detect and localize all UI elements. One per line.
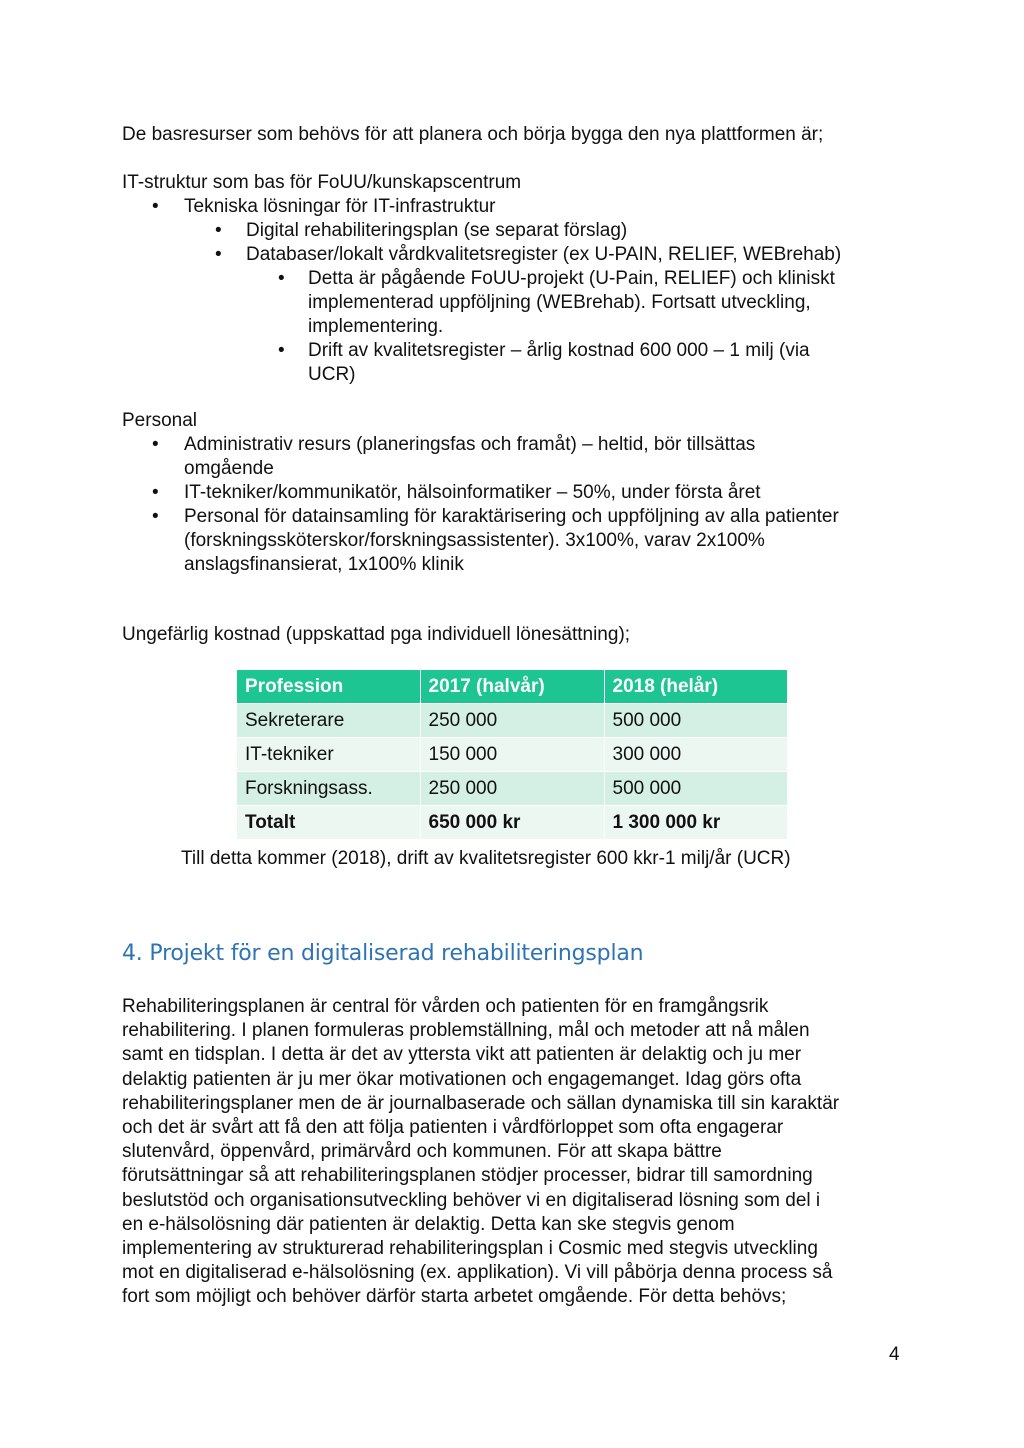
table-header-cell: Profession xyxy=(237,670,420,704)
it-bullet-l3a-line-2: implementerad uppföljning (WEBrehab). Fortsatt utveckling, xyxy=(308,292,811,313)
bullet-icon: • xyxy=(215,244,222,265)
personal-bullet-3-line-2: (forskningssköterskor/forskningsassistenter). 3x100%, varav 2x100% xyxy=(184,530,765,551)
paragraph-line: och det är svårt att få den att följa patienten i vårdförloppet som ofta engagerar xyxy=(122,1117,784,1139)
it-bullet-l3a-line-1: Detta är pågående FoUU-projekt (U-Pain, RELIEF) och kliniskt xyxy=(308,268,835,289)
table-row xyxy=(237,772,787,806)
bullet-icon: • xyxy=(152,196,159,217)
it-section-title: IT-struktur som bas för FoUU/kunskapscentrum xyxy=(122,172,522,193)
bullet-icon: • xyxy=(152,434,159,455)
personal-bullet-1-line-2: omgående xyxy=(184,458,274,479)
paragraph-line: fort som möjligt och behöver därför starta arbetet omgående. För detta behövs; xyxy=(122,1286,787,1308)
personal-bullet-1-line-1: Administrativ resurs (planeringsfas och framåt) – heltid, bör tillsättas xyxy=(184,434,756,455)
table-cell: 500 000 xyxy=(604,772,787,806)
it-bullet-l2a: Digital rehabiliteringsplan (se separat förslag) xyxy=(246,220,628,241)
paragraph-line: rehabilitering. I planen formuleras problemställning, mål och metoder att nå målen xyxy=(122,1020,810,1042)
table-header-cell: 2018 (helår) xyxy=(604,670,787,704)
paragraph-line: rehabiliteringsplaner men de är journalbaserade och sällan dynamiska till sin karaktär xyxy=(122,1092,840,1114)
intro-text: De basresurser som behövs för att planera och börja bygga den nya plattformen är; xyxy=(122,124,824,145)
table-cell: 250 000 xyxy=(420,704,604,738)
table-cell: 1 300 000 kr xyxy=(604,806,787,840)
bullet-icon: • xyxy=(215,220,222,241)
section-paragraph xyxy=(122,995,912,1310)
paragraph-line: mot en digitaliserad e-hälsolösning (ex. applikation). Vi vill påbörja denna process så xyxy=(122,1262,833,1284)
bullet-icon: • xyxy=(278,340,285,361)
table-cell: 250 000 xyxy=(420,772,604,806)
paragraph-line: förutsättningar så att rehabiliteringsplanen stödjer processer, bidrar till samordning xyxy=(122,1165,813,1187)
table-cell: Totalt xyxy=(237,806,420,840)
it-bullet-l2b: Databaser/lokalt vårdkvalitetsregister (ex U-PAIN, RELIEF, WEBrehab) xyxy=(246,244,842,265)
bullet-icon: • xyxy=(152,506,159,527)
paragraph-line: samt en tidsplan. I detta är det av yttersta vikt att patienten är delaktig och ju mer xyxy=(122,1044,802,1066)
table-header-row xyxy=(237,670,787,704)
personal-bullet-2: IT-tekniker/kommunikatör, hälsoinformatiker – 50%, under första året xyxy=(184,482,761,503)
paragraph-line: Rehabiliteringsplanen är central för vården och patienten för en framgångsrik xyxy=(122,996,769,1017)
section-heading: 4. Projekt för en digitaliserad rehabiliteringsplan xyxy=(122,941,644,966)
bullet-icon: • xyxy=(152,482,159,503)
table-cell: 650 000 kr xyxy=(420,806,604,840)
cost-intro: Ungefärlig kostnad (uppskattad pga individuell lönesättning); xyxy=(122,624,631,645)
paragraph-line: slutenvård, öppenvård, primärvård och kommunen. För att skapa bättre xyxy=(122,1141,722,1163)
paragraph-line: delaktig patienten är ju mer ökar motivationen och engagemanget. Idag görs ofta xyxy=(122,1068,802,1090)
paragraph-line: en e-hälsolösning där patienten är delaktig. Detta kan ske stegvis genom xyxy=(122,1213,735,1235)
table-cell: Forskningsass. xyxy=(237,772,420,806)
bullet-icon: • xyxy=(278,268,285,289)
it-bullet-l3b-line-2: UCR) xyxy=(308,364,356,385)
personal-bullet-3-line-1: Personal för datainsamling för karaktärisering och uppföljning av alla patienter xyxy=(184,506,839,527)
table-cell: 150 000 xyxy=(420,738,604,772)
it-bullet-l3b-line-1: Drift av kvalitetsregister – årlig kostnad 600 000 – 1 milj (via xyxy=(308,340,810,361)
table-note: Till detta kommer (2018), drift av kvalitetsregister 600 kkr-1 milj/år (UCR) xyxy=(181,848,791,869)
it-bullet-l3a-line-3: implementering. xyxy=(308,316,444,337)
table-row xyxy=(237,704,787,738)
table-cell: Sekreterare xyxy=(237,704,420,738)
it-bullet-l1: Tekniska lösningar för IT-infrastruktur xyxy=(184,196,496,217)
table-cell: 500 000 xyxy=(604,704,787,738)
personal-title: Personal xyxy=(122,410,197,431)
table-header-cell: 2017 (halvår) xyxy=(420,670,604,704)
cost-table xyxy=(237,670,788,840)
table-cell: 300 000 xyxy=(604,738,787,772)
table-row xyxy=(237,738,787,772)
personal-bullet-3-line-3: anslagsfinansierat, 1x100% klinik xyxy=(184,554,464,575)
paragraph-line: implementering av strukturerad rehabiliteringsplan i Cosmic med stegvis utveckling xyxy=(122,1238,818,1260)
paragraph-line: beslutstöd och organisationsutveckling behöver vi en digitaliserad lösning som del i xyxy=(122,1189,821,1211)
page-number: 4 xyxy=(889,1344,900,1365)
table-cell: IT-tekniker xyxy=(237,738,420,772)
table-total-row xyxy=(237,806,787,840)
